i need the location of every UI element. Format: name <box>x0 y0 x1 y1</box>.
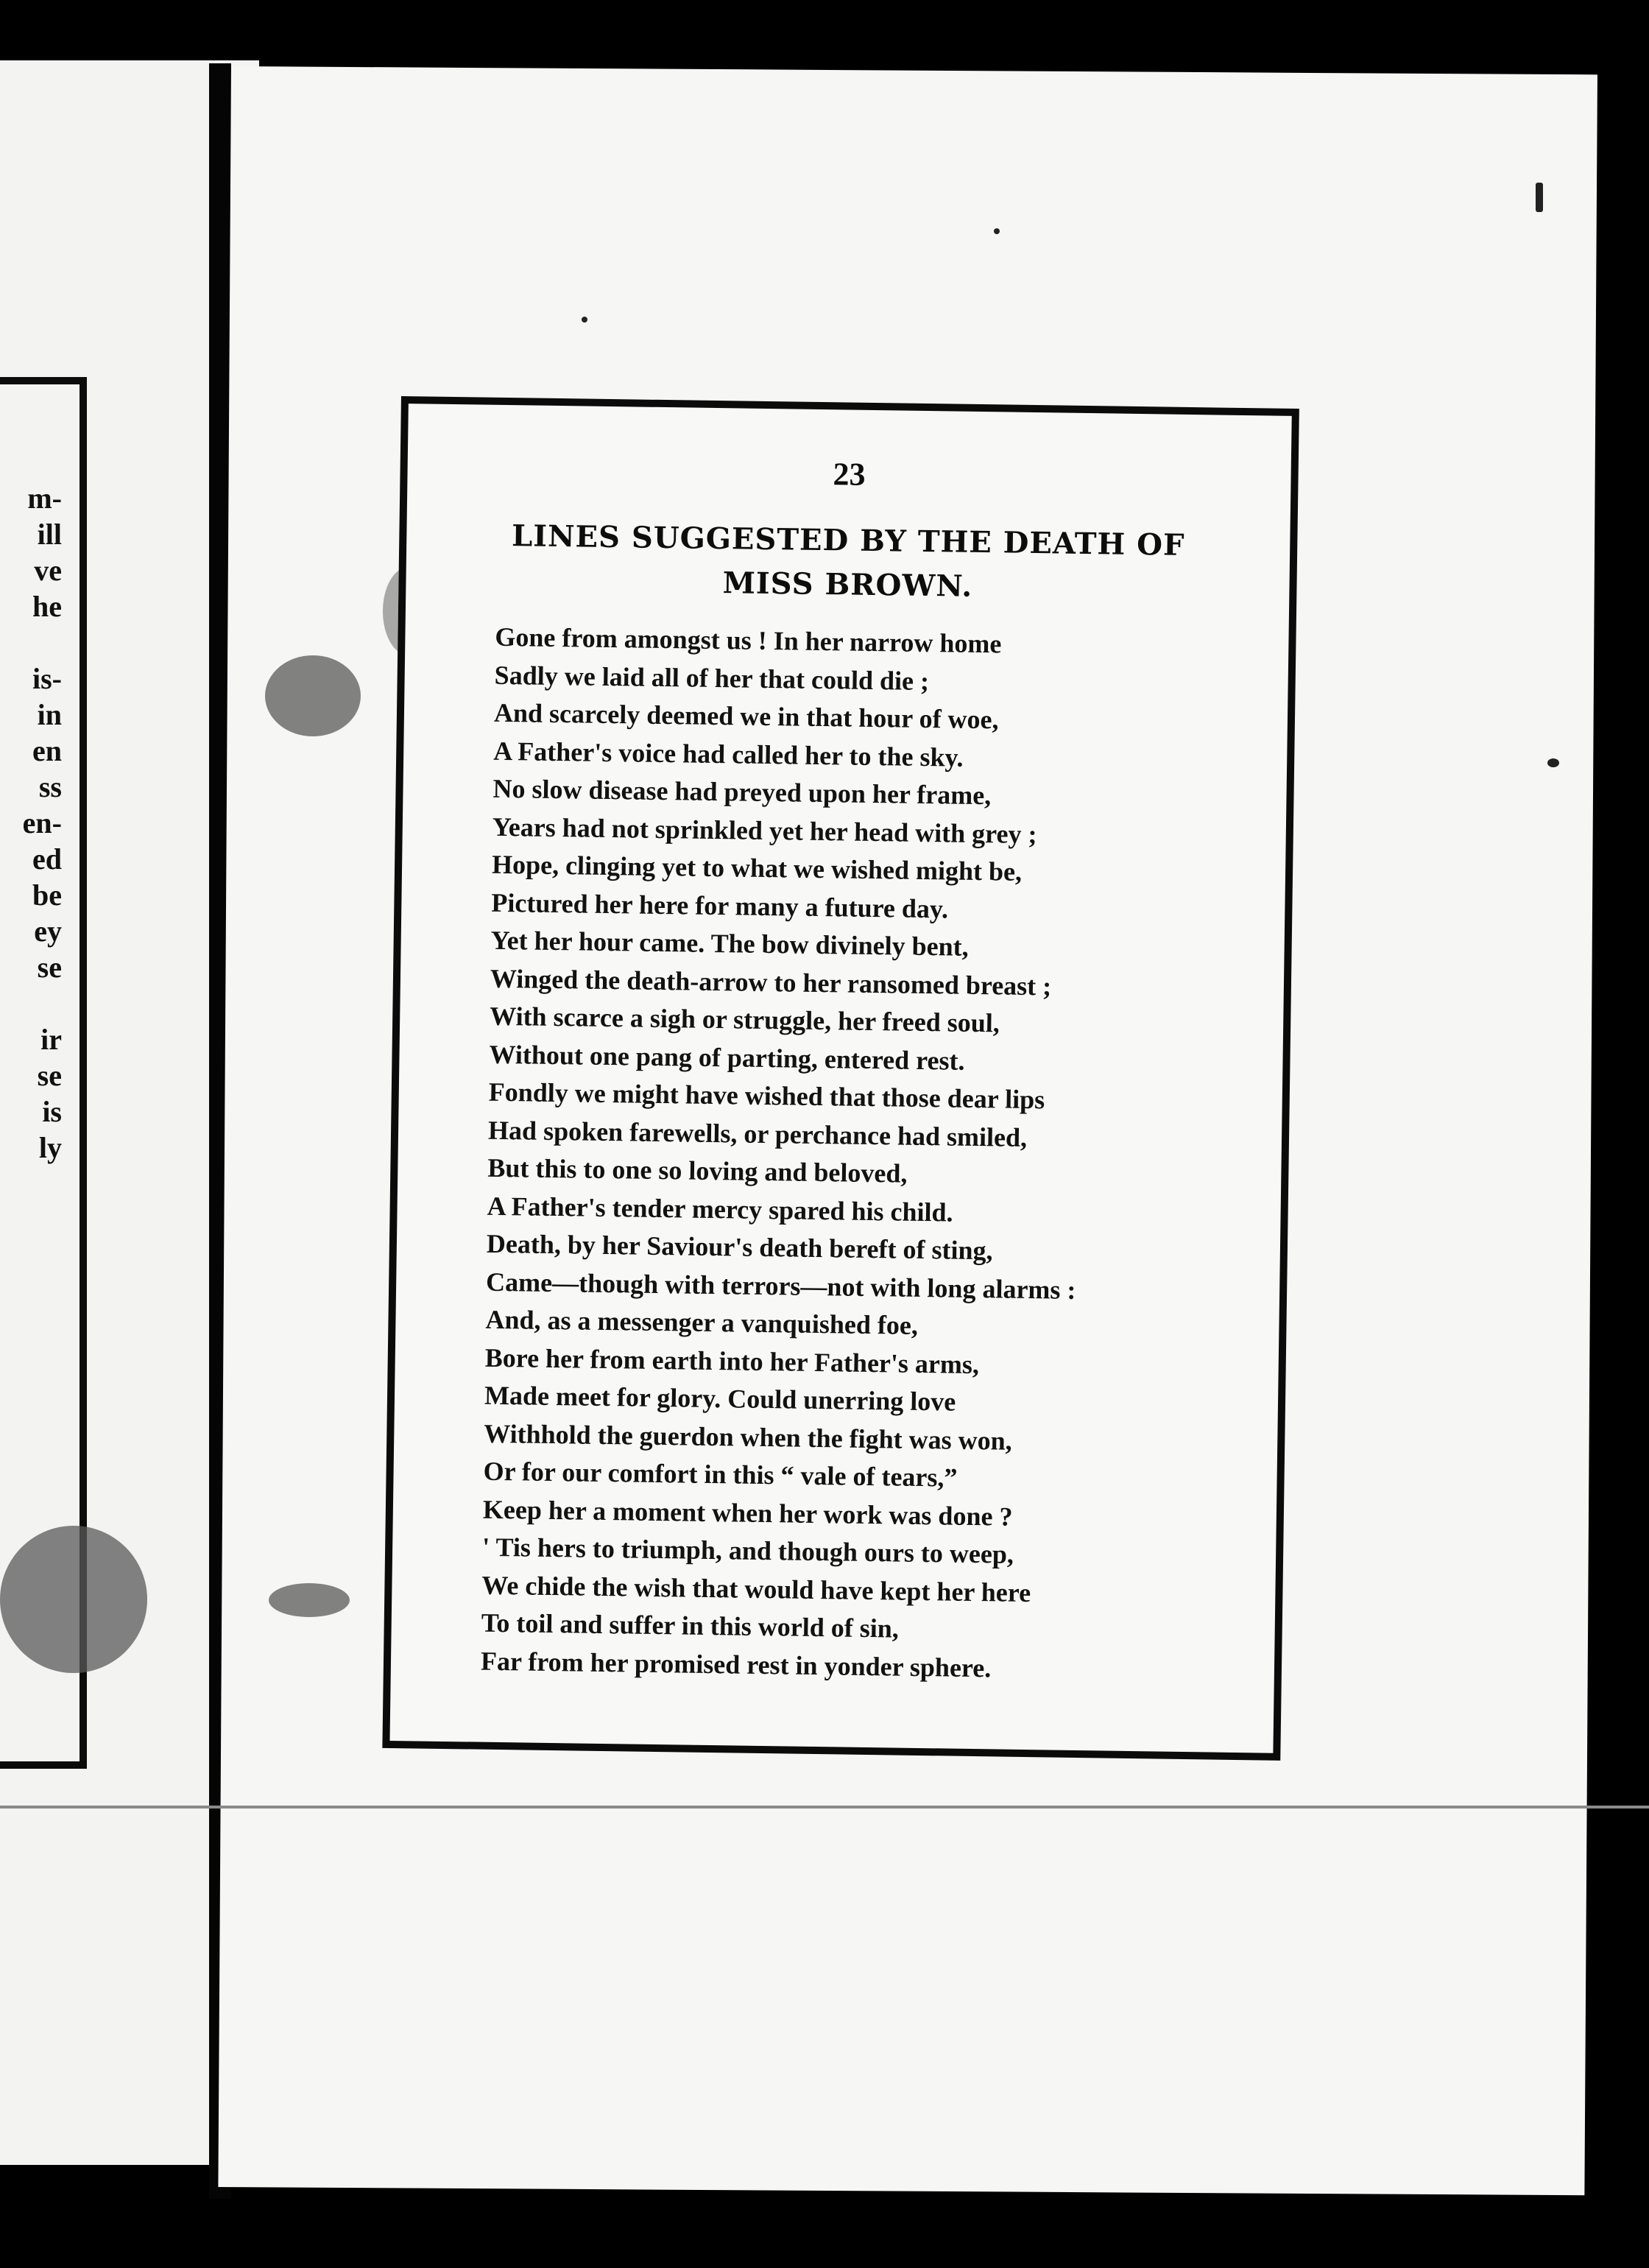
ink-stain <box>265 655 361 736</box>
poem-line: Hope, clinging yet to what we wished might be, <box>491 849 1023 887</box>
fragment-line: en <box>32 734 62 767</box>
poem-line: To toil and suffer in this world of sin, <box>481 1607 900 1644</box>
speck <box>1547 758 1559 767</box>
speck <box>1536 183 1543 212</box>
poem-line: Or for our comfort in this “ vale of tears,” <box>483 1456 958 1493</box>
poem-line: Withhold the guerdon when the fight was won, <box>484 1418 1013 1456</box>
poem-line: Had spoken farewells, or perchance had smiled, <box>487 1115 1028 1152</box>
fragment-line: ve <box>34 554 62 587</box>
fragment-line: in <box>37 698 62 731</box>
page-number: 23 <box>833 456 866 493</box>
poem-line: With scarce a sigh or struggle, her freed soul, <box>489 1001 1000 1038</box>
poem-title <box>435 513 1261 613</box>
poem-line: Made meet for glory. Could unerring love <box>484 1380 956 1417</box>
fold-line <box>0 1806 1649 1809</box>
poem-line: Fondly we might have wished that those dear lips <box>488 1077 1045 1115</box>
poem-line: And scarcely deemed we in that hour of woe, <box>493 697 999 735</box>
fragment-line: be <box>32 878 62 912</box>
fragment-line: se <box>37 1059 62 1092</box>
poem-line: Bore her from earth into her Father's arms, <box>484 1342 980 1379</box>
poem-line: A Father's voice had called her to the sky. <box>493 736 964 772</box>
fragment-line: ey <box>34 915 62 948</box>
poem-line: No slow disease had preyed upon her frame, <box>492 773 992 811</box>
poem-line: Winged the death-arrow to her ransomed breast ; <box>490 963 1052 1001</box>
poem-line: ' Tis hers to triumph, and though ours to weep, <box>481 1532 1014 1569</box>
fragment-line: se <box>37 951 62 984</box>
speck <box>582 317 587 323</box>
poem-body <box>481 619 1261 1691</box>
poem-line: We chide the wish that would have kept her here <box>481 1570 1031 1607</box>
fragment-line: ed <box>32 842 62 876</box>
poem-line: Pictured her here for many a future day. <box>491 887 949 923</box>
fragment-line: ir <box>40 1023 62 1056</box>
fragment-line: en- <box>22 806 62 839</box>
poem-title-line-1: LINES SUGGESTED BY THE DEATH OF <box>511 518 1185 563</box>
poem-line: Gone from amongst us ! In her narrow home <box>495 621 1002 659</box>
fragment-line: is- <box>32 662 62 695</box>
poem-frame <box>382 396 1299 1761</box>
poem-line: Death, by her Saviour's death bereft of sting, <box>486 1228 993 1266</box>
poem-line: Sadly we laid all of her that could die ; <box>494 660 930 696</box>
poem-title-line-2: MISS BROWN. <box>722 566 973 604</box>
speck <box>994 228 1000 234</box>
fragment-line: ly <box>38 1131 62 1164</box>
poem-line: But this to one so loving and beloved, <box>487 1152 908 1188</box>
fragment-line: m- <box>27 482 62 515</box>
fragment-gap <box>0 624 62 661</box>
ink-stain <box>0 1526 147 1673</box>
ink-stain <box>269 1583 350 1617</box>
fragment-gap <box>0 985 62 1021</box>
fragment-line: ill <box>37 518 62 551</box>
fragment-line: ss <box>38 770 62 803</box>
poem-line: Years had not sprinkled yet her head with grey ; <box>492 811 1037 849</box>
poem-line: Came—though with terrors—not with long alarms : <box>485 1267 1076 1305</box>
poem-line: Keep her a moment when her work was done ? <box>482 1494 1013 1532</box>
poem-line: A Father's tender mercy spared his child. <box>487 1191 953 1228</box>
fragment-line: is <box>42 1095 62 1128</box>
poem-line: Without one pang of parting, entered rest. <box>489 1039 965 1076</box>
poem-line: Yet her hour came. The bow divinely bent, <box>490 925 969 962</box>
left-page-text-fragments <box>0 480 62 1166</box>
poem-line: Far from her promised rest in yonder sphere. <box>480 1646 992 1683</box>
poem-line: And, as a messenger a vanquished foe, <box>485 1304 919 1340</box>
fragment-line: he <box>32 590 62 623</box>
